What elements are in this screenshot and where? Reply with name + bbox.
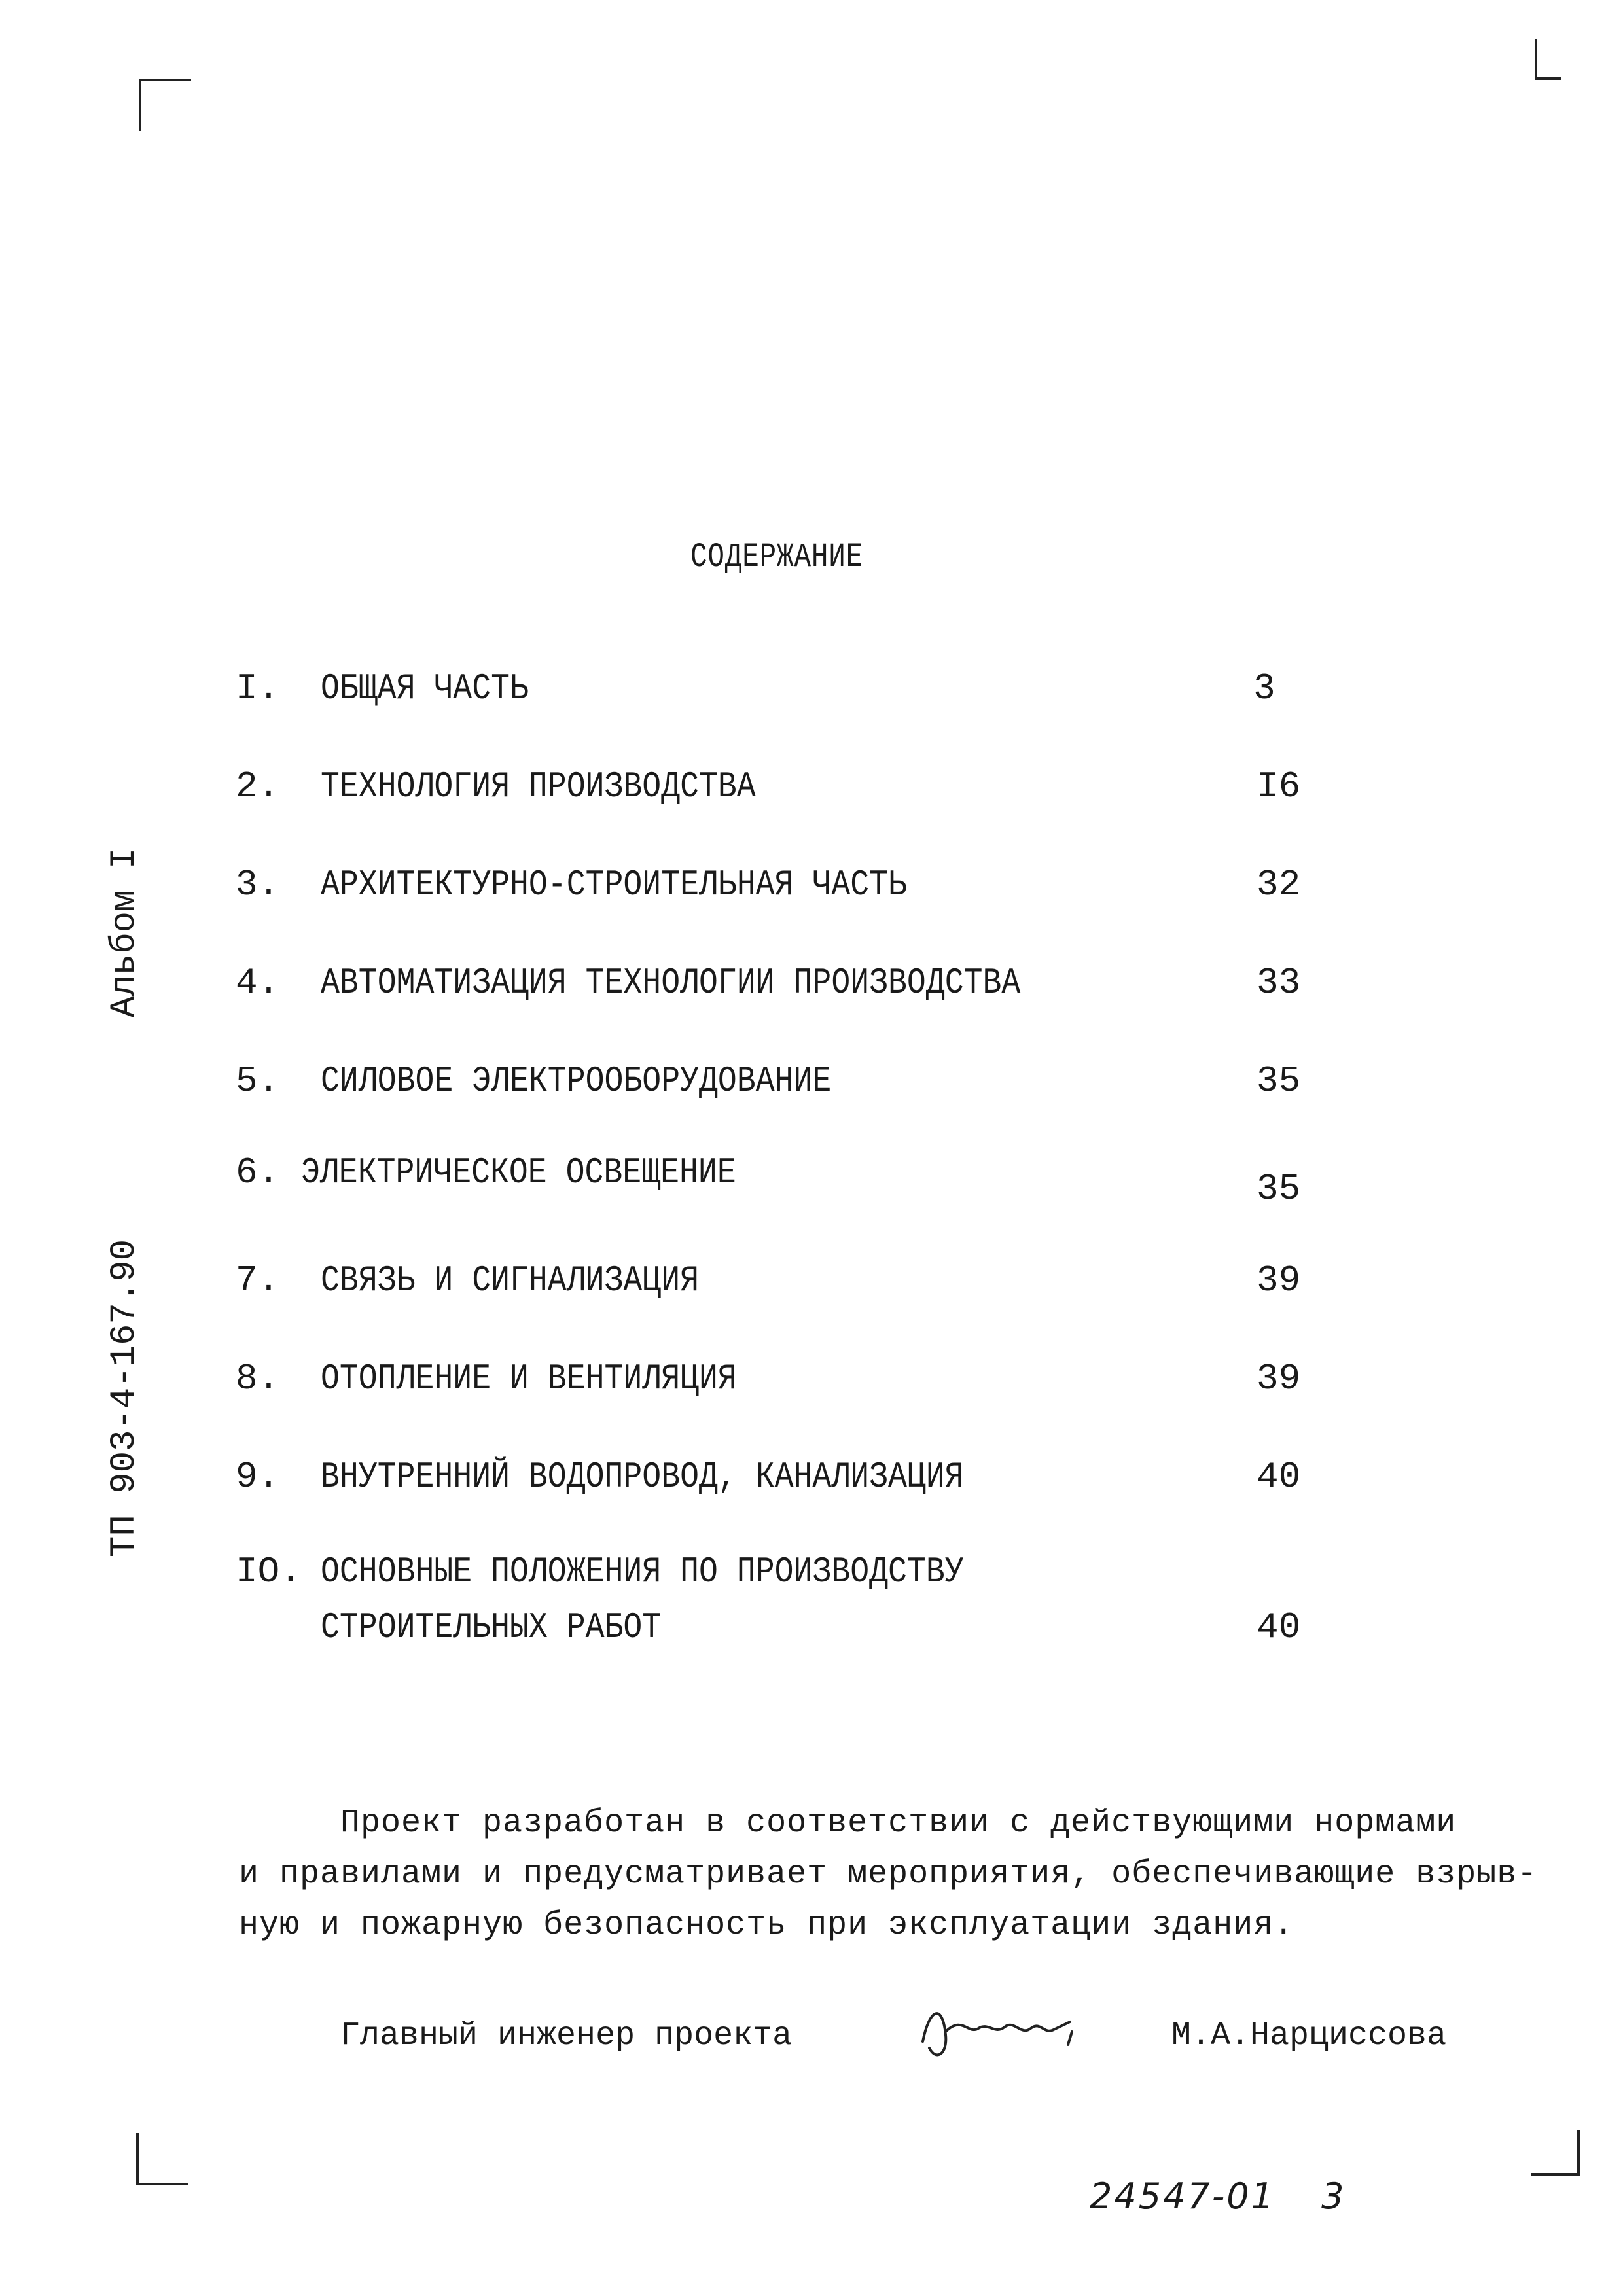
toc-item-number: 9. [236, 1456, 280, 1498]
toc-item-number: 5. [236, 1060, 280, 1102]
toc-item-label: АВТОМАТИЗАЦИЯ ТЕХНОЛОГИИ ПРОИЗВОДСТВА [321, 962, 1021, 1004]
toc-item-number: 7. [236, 1260, 280, 1301]
toc-item [236, 1060, 1309, 1112]
corner-mark-bottom-left [136, 2183, 188, 2185]
toc-item-label: ТЕХНОЛОГИЯ ПРОИЗВОДСТВА [321, 766, 756, 807]
toc-item-label: ОБЩАЯ ЧАСТЬ [321, 667, 529, 709]
corner-mark-top-left [139, 79, 191, 81]
toc-item-page: 3 [1253, 667, 1275, 709]
toc-item-label: ЭЛЕКТРИЧЕСКОЕ ОСВЕЩЕНИЕ [301, 1152, 736, 1193]
toc-item-page: 32 [1257, 864, 1301, 906]
toc-item [236, 1260, 1309, 1312]
toc-item [236, 1551, 1309, 1662]
paragraph-line: Проект разработан в соответствии с действующими нормами [340, 1805, 1457, 1842]
handwritten-signature [916, 1996, 1086, 2071]
compliance-paragraph [239, 1798, 1541, 1951]
toc-item-page: 33 [1257, 962, 1301, 1004]
toc-item [236, 962, 1309, 1014]
side-document-code: ТП 903-4-167.90 [105, 1239, 145, 1557]
paragraph-line: ную и пожарную безопасность при эксплуатации здания. [239, 1907, 1294, 1944]
toc-item [236, 1358, 1309, 1410]
toc-item [236, 667, 1309, 720]
toc-item-label: АРХИТЕКТУРНО-СТРОИТЕЛЬНАЯ ЧАСТЬ [321, 864, 907, 906]
toc-item-number: 2. [236, 766, 280, 807]
toc-item-page: 40 [1257, 1606, 1301, 1648]
toc-item-label: ОСНОВНЫЕ ПОЛОЖЕНИЯ ПО ПРОИЗВОДСТВУ [321, 1551, 964, 1593]
toc-item-number: 6. [236, 1152, 280, 1193]
toc-item [236, 1456, 1309, 1508]
corner-mark-bottom-right [1531, 2173, 1580, 2176]
corner-mark-bottom-left [136, 2133, 139, 2185]
corner-mark-top-right [1535, 77, 1561, 80]
toc-item-label: ОТОПЛЕНИЕ И ВЕНТИЛЯЦИЯ [321, 1358, 737, 1400]
toc-item [236, 864, 1309, 916]
side-album-label: Альбом I [105, 847, 145, 1017]
footer-document-code [1090, 2176, 1346, 2217]
corner-mark-bottom-right [1577, 2130, 1580, 2176]
toc-item-label-continued: СТРОИТЕЛЬНЫХ РАБОТ [321, 1606, 662, 1648]
toc-item-page: I6 [1257, 766, 1301, 807]
corner-mark-top-left [139, 79, 141, 131]
page-number: 3 [1321, 2176, 1346, 2217]
toc-item-label: СИЛОВОЕ ЭЛЕКТРООБОРУДОВАНИЕ [321, 1060, 832, 1102]
toc-item-page: 35 [1257, 1060, 1301, 1102]
toc-item-label: ВНУТРЕННИЙ ВОДОПРОВОД, КАНАЛИЗАЦИЯ [321, 1456, 964, 1498]
signer-role: Главный инженер проекта [340, 2017, 793, 2055]
toc-item-number: I. [236, 667, 280, 709]
page-title: СОДЕРЖАНИЕ [690, 538, 864, 576]
footer-code: 24547-01 [1090, 2176, 1275, 2217]
toc-item-page: 39 [1257, 1260, 1301, 1301]
toc-item-number: IO. [236, 1551, 302, 1593]
paragraph-line: и правилами и предусматривает мероприятия, обеспечивающие взрыв- [239, 1856, 1538, 1893]
signer-name: М.А.Нарциссова [1171, 2017, 1447, 2055]
corner-mark-top-right [1535, 39, 1537, 79]
toc-item [236, 766, 1309, 818]
toc-item-number: 8. [236, 1358, 280, 1400]
toc-item-page: 39 [1257, 1358, 1301, 1400]
toc-item-number: 4. [236, 962, 280, 1004]
toc-item-label: СВЯЗЬ И СИГНАЛИЗАЦИЯ [321, 1260, 700, 1301]
toc-item-number: 3. [236, 864, 280, 906]
toc-item-page: 40 [1257, 1456, 1301, 1498]
toc-item [236, 1152, 1309, 1210]
toc-item-page: 35 [1257, 1168, 1301, 1210]
